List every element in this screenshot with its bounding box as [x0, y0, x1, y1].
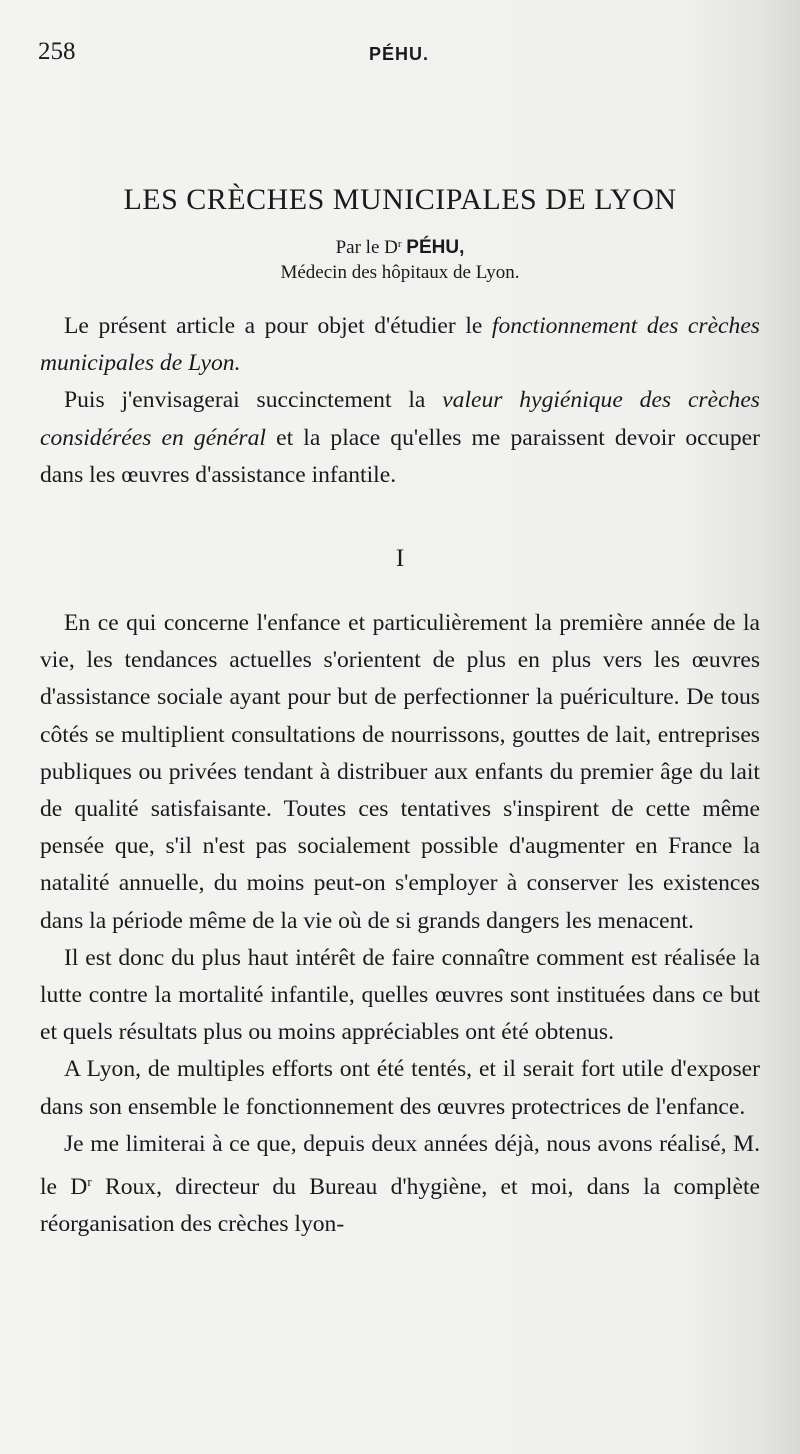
byline-superscript: r — [397, 238, 402, 250]
body-paragraph-1: En ce qui concerne l'enfance et particulièrement la première année de la vie, les tendances actuelles s'orientent de plus en plus vers les œuvres d'assistance sociale ayant pour but de perfectionner la puériculture. De tous côtés se multiplient consultations de nourrissons, gouttes de lait, entreprises publiques ou privées tendant à distribuer aux enfants du premier âge du lait de qualité satisfaisante. Toutes ces tentatives s'inspirent de cette même pensée que, s'il n'est pas socialement possible d'augmenter en France la natalité annuelle, du moins peut-on s'employer à conserver les existences dans la période même de la vie où de si grands dangers les menacent. — [40, 610, 760, 934]
byline-prefix: Par le D — [335, 237, 398, 258]
body-paragraph-2: Il est donc du plus haut intérêt de faire connaître comment est réalisée la lutte contre la mortalité infantile, quelles œuvres sont instituées dans ce but et quels résultats plus ou moins appréciables ont été obtenus. — [40, 944, 760, 1046]
page-number: 258 — [38, 38, 76, 65]
main-body — [40, 605, 760, 1243]
intro-p2-text-a: Puis j'envisagerai succinctement la — [64, 387, 443, 414]
section-heading: I — [395, 545, 405, 572]
intro-paragraph-1 — [40, 308, 760, 382]
intro-p1-text: Le présent article a pour objet d'étudier le — [64, 313, 492, 339]
body-p4-text-a: Je me limiterai à ce que, depuis deux années déjà, nous avons réalisé, M. le D — [40, 1130, 760, 1201]
body-paragraph-3: A Lyon, de multiples efforts ont été tentés, et il serait fort utile d'exposer dans son ensemble le fonctionnement des œuvres protectrices de l'enfance. — [40, 1056, 760, 1120]
body-paragraph-4 — [40, 1126, 760, 1244]
author-line — [40, 232, 760, 260]
author-affiliation: Médecin des hôpitaux de Lyon. — [280, 262, 520, 283]
running-title: PÉHU. — [368, 44, 429, 64]
intro-p2-text-b: et la place qu'elles me paraissent devoir occuper dans les œuvres d'assistance infantile. — [40, 424, 760, 488]
running-header — [38, 38, 760, 70]
intro-p1-italic: fonctionnement des crèches municipales de Lyon. — [40, 313, 760, 377]
body-p4-superscript: r — [87, 1174, 92, 1190]
intro-section — [40, 308, 760, 494]
intro-p2-italic: valeur hygiénique des crèches considérées en général — [40, 387, 760, 451]
article-title: LES CRÈCHES MUNICIPALES DE LYON — [123, 183, 677, 216]
author-name: PÉHU, — [406, 237, 465, 258]
intro-paragraph-2 — [40, 382, 760, 494]
byline — [40, 232, 760, 285]
body-p4-text-b: Roux, directeur du Bureau d'hygiène, et moi, dans la complète réorganisation des crèches lyon- — [40, 1174, 760, 1238]
